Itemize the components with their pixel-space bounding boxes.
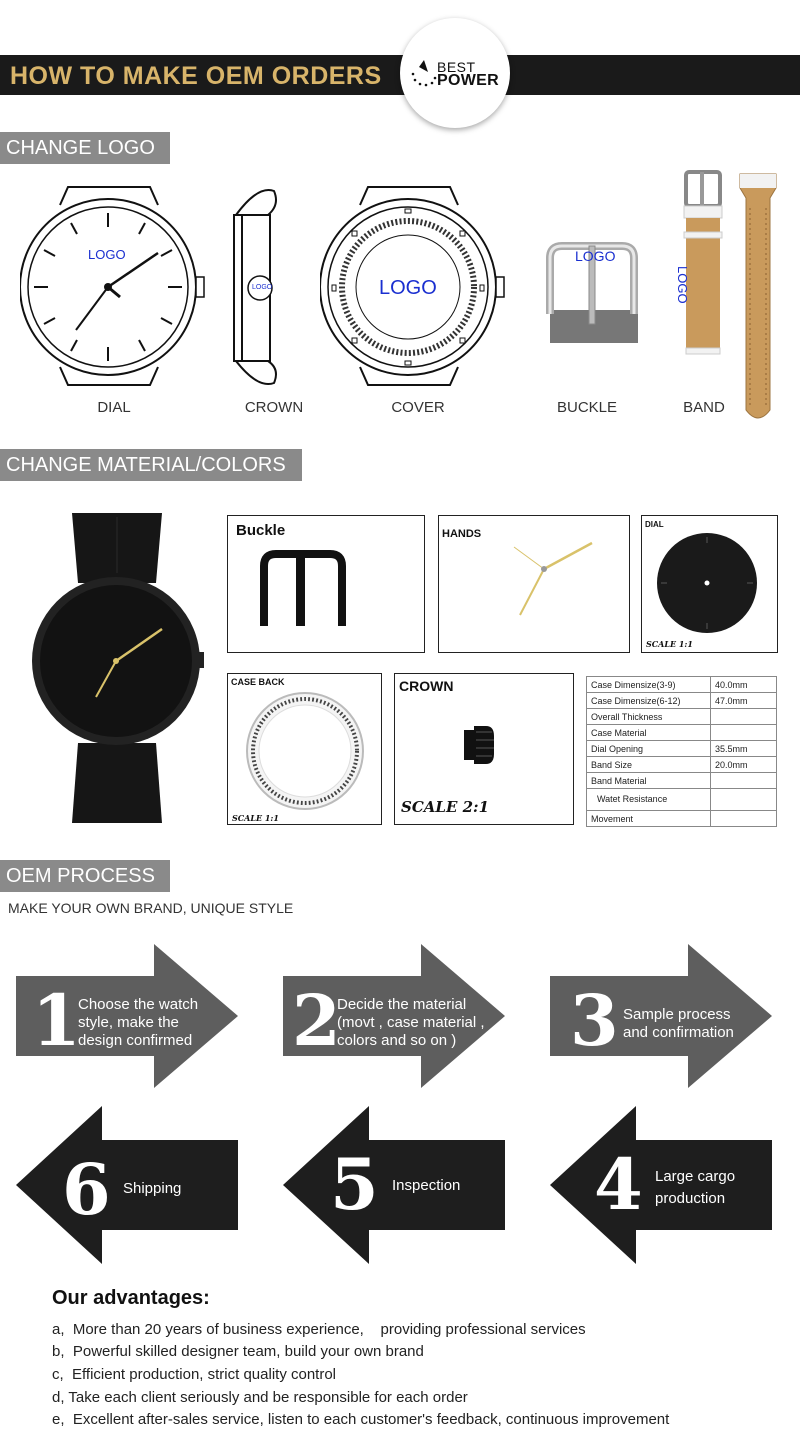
- spec-row: [587, 757, 777, 773]
- band-logo-text: LOGO: [675, 266, 690, 304]
- spec-value: 20.0mm: [711, 757, 777, 773]
- advantage-item: a, More than 20 years of business experience, providing professional services: [52, 1321, 586, 1338]
- spec-value: [711, 725, 777, 741]
- advantage-item: d, Take each client seriously and be responsible for each order: [52, 1389, 468, 1406]
- step-3-text: Sample process and confirmation: [623, 1006, 734, 1041]
- caseback-icon: [244, 690, 366, 812]
- caption-cover: COVER: [391, 399, 445, 416]
- spec-name: Dial Opening: [587, 741, 711, 757]
- spec-row: [587, 773, 777, 789]
- hands-icon: [500, 535, 600, 620]
- spec-row: [587, 789, 777, 811]
- spec-value: [711, 811, 777, 827]
- spec-row: [587, 811, 777, 827]
- spec-value: 40.0mm: [711, 677, 777, 693]
- spec-value: 47.0mm: [711, 693, 777, 709]
- cover-logo-text: LOGO: [379, 277, 437, 299]
- step-5-text: Inspection: [392, 1177, 461, 1194]
- spec-name: Band Size: [587, 757, 711, 773]
- buckle-panel-label: Buckle: [236, 522, 286, 539]
- spec-name: Case Dimensize(3-9): [587, 677, 711, 693]
- brand-name-top: BEST: [437, 59, 476, 75]
- dial-drawing: [20, 185, 210, 390]
- spec-name: Overall Thickness: [587, 709, 711, 725]
- step-6-number: 6: [62, 1148, 111, 1231]
- spec-value: [711, 773, 777, 789]
- spec-value: 35.5mm: [711, 741, 777, 757]
- step-6-text: Shipping: [123, 1180, 182, 1197]
- caption-band: BAND: [683, 399, 725, 416]
- caption-dial: DIAL: [97, 399, 131, 416]
- caseback-panel-label: CASE BACK: [231, 677, 285, 687]
- step-1-text: Choose the watch style, make the design confirmed: [78, 996, 199, 1049]
- section-label-change-logo: CHANGE LOGO: [0, 132, 170, 164]
- dial-scale-text: SCALE 1:1: [646, 639, 693, 649]
- caption-buckle: BUCKLE: [556, 399, 618, 416]
- caption-crown: CROWN: [244, 399, 304, 416]
- spec-row: [587, 693, 777, 709]
- step-1-number: 1: [32, 979, 81, 1062]
- oem-subtitle: MAKE YOUR OWN BRAND, UNIQUE STYLE: [8, 900, 294, 916]
- step-4-text: Large cargo production: [655, 1168, 736, 1207]
- dial-logo-text: LOGO: [88, 247, 126, 262]
- step-2-text: Decide the material (movt , case material , colors and so on ): [337, 996, 485, 1049]
- step-2-number: 2: [292, 979, 341, 1062]
- buckle-logo-text: LOGO: [575, 248, 616, 264]
- spec-name: Band Material: [587, 773, 711, 789]
- advantage-item: b, Powerful skilled designer team, build your own brand: [52, 1343, 424, 1360]
- brand-name-bottom: POWER: [437, 72, 499, 89]
- spec-row: [587, 725, 777, 741]
- spec-row: [587, 709, 777, 725]
- spec-name: Watet Resistance: [587, 789, 711, 811]
- black-buckle-icon: [258, 550, 348, 630]
- dial-panel-label: DIAL: [645, 520, 664, 529]
- spec-row: [587, 677, 777, 693]
- crown-scale-text: SCALE 2:1: [401, 798, 490, 816]
- spec-row: [587, 741, 777, 757]
- black-dial-icon: [655, 531, 759, 635]
- step-4-number: 4: [594, 1143, 643, 1226]
- advantage-item: e, Excellent after-sales service, listen to each customer's feedback, continuous improvement: [52, 1411, 670, 1428]
- black-watch-image: [30, 513, 210, 825]
- advantages-title: Our advantages:: [52, 1287, 210, 1309]
- page-title: HOW TO MAKE OEM ORDERS: [10, 62, 382, 90]
- step-3-number: 3: [570, 979, 619, 1062]
- spec-name: Case Dimensize(6-12): [587, 693, 711, 709]
- black-crown-icon: [462, 722, 496, 768]
- spec-value: [711, 709, 777, 725]
- section-label-oem-process: OEM PROCESS: [0, 860, 170, 892]
- specs-table: [586, 676, 777, 827]
- hands-panel-label: HANDS: [442, 528, 482, 540]
- advantage-item: c, Efficient production, strict quality control: [52, 1366, 337, 1383]
- spec-name: Movement: [587, 811, 711, 827]
- crown-panel-label: CROWN: [399, 678, 454, 694]
- brand-mark-icon: [410, 56, 438, 88]
- section-label-change-material: CHANGE MATERIAL/COLORS: [0, 449, 302, 481]
- caseback-scale-text: SCALE 1:1: [232, 813, 279, 823]
- step-5-number: 5: [330, 1143, 379, 1226]
- spec-name: Case Material: [587, 725, 711, 741]
- band-drawing: [678, 168, 788, 426]
- crown-logo-text: LOGO: [252, 284, 273, 291]
- spec-value: [711, 789, 777, 811]
